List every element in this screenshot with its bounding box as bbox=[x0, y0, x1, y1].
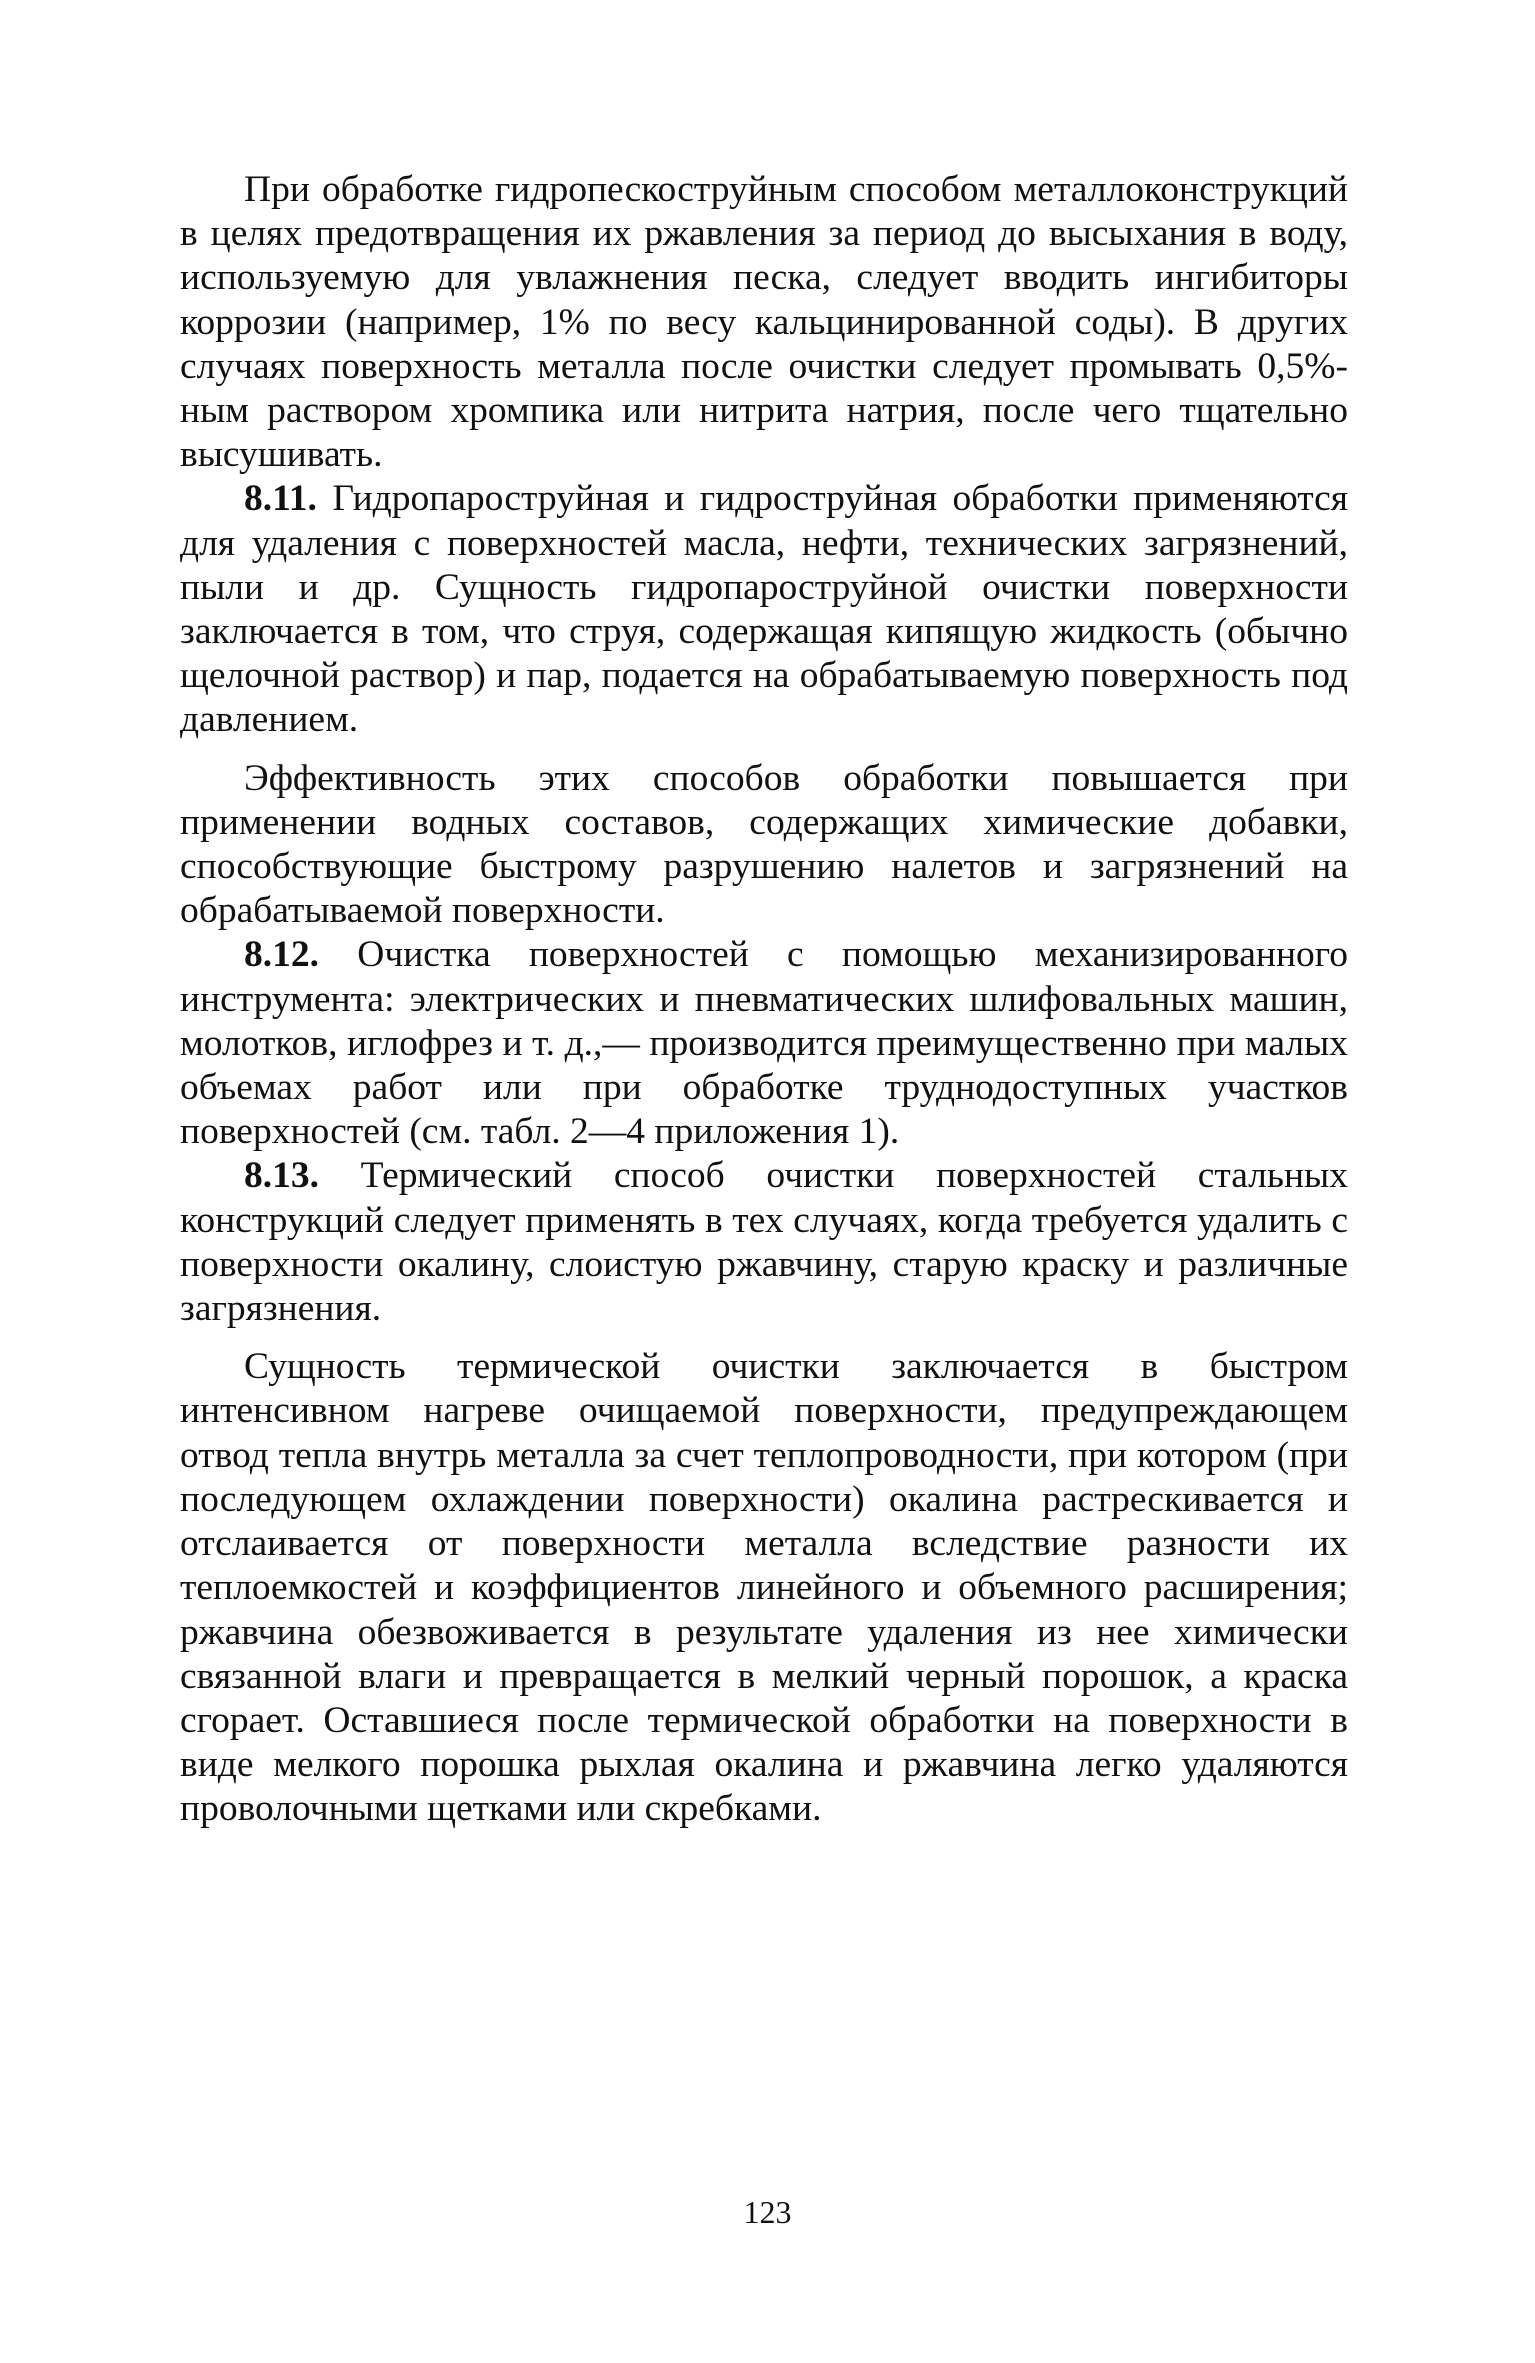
paragraph-text: Сущность термической очистки заключается в быстром интенсивном нагреве очищаемой поверхности, предупреждающем отвод тепла внутрь металла за счет теплопроводности, при котором (при последующем охлаждении поверхности) окалина растрескивается и отслаивается от поверхности металла вследствие разности их теплоемкостей и коэффициентов линейного и объемного расширения; ржавчина обезвоживается в результате удаления из нее химически связанной влаги и превращается в мелкий черный порошок, а краска сгорает. Оставшиеся после термической обработки на поверхности в виде мелкого порошка рыхлая окалина и ржавчина легко удаляются проволочными щетками или скребками. bbox=[180, 1346, 1348, 1830]
section-number: 8.11. bbox=[244, 478, 317, 520]
paragraph-effectiveness bbox=[180, 757, 1348, 934]
section-number: 8.12. bbox=[244, 934, 319, 976]
paragraph-8-11 bbox=[180, 477, 1348, 742]
paragraph-text: Очистка поверхностей с помощью механизированного инструмента: электрических и пневматических шлифовальных машин, молотков, иглофрез и т. д.,— производится преимущественно при малых объемах работ или при обработке труднодоступных участков поверхностей (см. табл. 2—4 приложения 1). bbox=[180, 934, 1348, 1153]
paragraph-text: Гидропароструйная и гидроструйная обработки применяются для удаления с поверхностей масла, нефти, технических загрязнений, пыли и др. Сущность гидропароструйной очистки поверхности заключается в том, что струя, содержащая кипящую жидкость (обычно щелочной раствор) и пар, подается на обрабатываемую поверхность под давлением. bbox=[180, 478, 1348, 741]
paragraph-thermal-cleaning-essence bbox=[180, 1345, 1348, 1831]
paragraph-8-13 bbox=[180, 1154, 1348, 1331]
paragraph-text: Термический способ очистки поверхностей стальных конструкций следует применять в тех случаях, когда требуется удалить с поверхности окалину, слоистую ржавчину, старую краску и различные загрязнения. bbox=[180, 1155, 1349, 1330]
paragraph-text: При обработке гидропескоструйным способом металлоконструкций в целях предотвращения их ржавления за период до высыхания в воду, используемую для увлажнения песка, следует вводить ингибиторы коррозии (например, 1% по весу кальцинированной соды). В других случаях поверхность металла после очистки следует промывать 0,5%-ным раствором хромпика или нитрита натрия, после чего тщательно высушивать. bbox=[180, 169, 1348, 476]
page-body bbox=[180, 168, 1348, 1832]
section-number: 8.13. bbox=[244, 1155, 319, 1197]
paragraph-text: Эффективность этих способов обработки повышается при применении водных составов, содержащих химические добавки, способствующие быстрому разрушению налетов и загрязнений на обрабатываемой поверхности. bbox=[180, 757, 1348, 932]
paragraph-8-12 bbox=[180, 933, 1348, 1154]
page-number: 123 bbox=[743, 2194, 792, 2230]
paragraph-hydrosandblast-inhibitors bbox=[180, 168, 1348, 477]
